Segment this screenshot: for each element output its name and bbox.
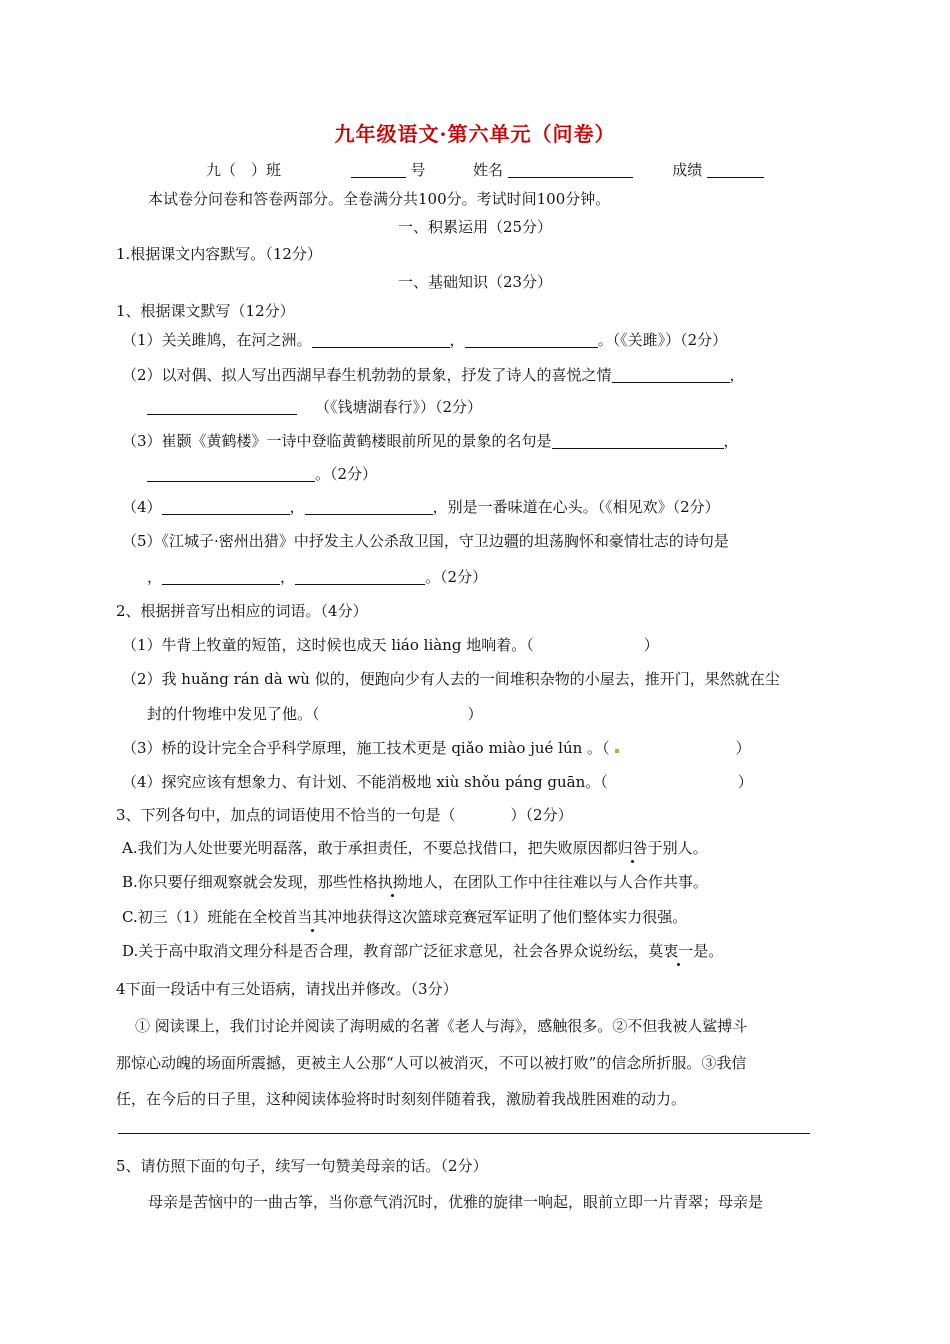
page-title: 九年级语文·第六单元（问卷） <box>334 122 616 146</box>
green-mark <box>615 749 619 753</box>
score-blank[interactable] <box>707 162 764 178</box>
question-3-heading: 3、下列各句中，加点的词语使用不恰当的一句是（ ）（2分） <box>116 806 573 824</box>
dotted-word: 执拗 <box>377 873 408 891</box>
q1-item-2-blank-b[interactable] <box>147 399 297 415</box>
score-label: 成绩 <box>672 161 703 179</box>
q3-option-d: D.关于高中取消文理分科是否合理，教育部广泛征求意见，社会各界众说纷纭，莫衷一是。 <box>122 942 724 960</box>
q1-item-3-cont: 。（2分） <box>147 464 377 484</box>
q1-item-4-blank-b[interactable] <box>305 499 433 515</box>
number-label: 号 <box>410 161 426 179</box>
q1-item-5: （5）《江城子·密州出猎》中抒发主人公杀敌卫国，守卫边疆的坦荡胸怀和豪情壮志的诗句是 <box>122 532 729 550</box>
q4-paragraph-line-3: 任，在今后的日子里，这种阅读体验将时时刻刻伴随着我，激励着我战胜困难的动力。 <box>116 1090 687 1108</box>
dotted-word: 归咎 <box>617 839 648 857</box>
q1-item-1: （1）关关雎鸠，在河之洲。 ， 。（《关雎》）（2分） <box>122 331 728 349</box>
name-label: 姓名 <box>472 161 503 179</box>
q1-item-5-cont: ， ， 。（2分） <box>147 568 488 586</box>
q1-item-3-blank-b[interactable] <box>147 466 315 482</box>
q3-option-a: A.我们为人处世要光明磊落，敢于承担责任，不要总找借口，把失败原因都归咎于别人。 <box>122 839 708 857</box>
q4-answer-line[interactable] <box>118 1133 810 1134</box>
question-2-heading: 2、根据拼音写出相应的词语。（4分） <box>116 602 368 620</box>
q1-item-4-blank-a[interactable] <box>162 499 290 515</box>
q3-option-b: B.你只要仔细观察就会发现，那些性格执拗地人，在团队工作中往往难以与人合作共事。 <box>122 873 708 891</box>
q2-item-3: （3）桥的设计完全合乎科学原理，施工技术更是 qiǎo miào jué lún 。（ ） <box>122 739 751 757</box>
q2-item-2-cont: 封的什物堆中发见了他。（ ） <box>147 705 483 723</box>
question-1b-heading: 1、根据课文默写（12分） <box>116 302 295 320</box>
q2-item-3-answer[interactable] <box>610 738 736 758</box>
q4-paragraph-line-1: ① 阅读课上，我们讨论并阅读了海明威的名著《老人与海》，感触很多。②不但我被人鲨搏斗 <box>135 1017 748 1035</box>
q5-example-line: 母亲是苦恼中的一曲古筝，当你意气消沉时，优雅的旋律一响起，眼前立即一片青翠；母亲是 <box>148 1193 764 1211</box>
q1-item-4: （4） ， ，别是一番味道在心头。（《相见欢》（2分） <box>122 498 720 516</box>
student-info-row <box>206 160 764 180</box>
number-blank[interactable] <box>351 162 406 178</box>
q4-paragraph-line-2: 那惊心动魄的场面所震撼，更被主人公那“人可以被消灭，不可以被打败”的信念所折服。③我信 <box>116 1054 747 1072</box>
q1-item-1-blank-b[interactable] <box>465 332 598 348</box>
exam-intro: 本试卷分问卷和答卷两部分。全卷满分共100分。考试时间100分钟。 <box>148 190 611 208</box>
q2-item-1: （1）牛背上牧童的短笛，这时候也成天 liáo liàng 地响着。（ ） <box>122 636 659 654</box>
name-blank[interactable] <box>508 162 633 178</box>
question-4-heading: 4下面一段话中有三处语病，请找出并修改。（3分） <box>116 980 458 998</box>
q1-item-2-cont: （《钱塘湖春行》）（2分） <box>147 397 482 417</box>
q1-item-3-blank-a[interactable] <box>552 433 724 449</box>
question-5-heading: 5、请仿照下面的句子，续写一句赞美母亲的话。（2分） <box>116 1157 488 1175</box>
q3-option-c: C.初三（1）班能在全校首当其冲地获得这次篮球竞赛冠军证明了他们整体实力很强。 <box>122 908 688 926</box>
class-label: 九（ ）班 <box>206 161 282 179</box>
q2-item-4: （4）探究应该有想象力、有计划、不能消极地 xiù shǒu páng guān。（ ） <box>122 773 753 791</box>
q1-item-1-blank-a[interactable] <box>312 332 450 348</box>
question-1-heading: 1.根据课文内容默写。（12分） <box>116 245 322 263</box>
section-heading-1b: 一、基础知识（23分） <box>397 273 553 291</box>
section-heading-1: 一、积累运用（25分） <box>397 218 553 236</box>
q1-item-3: （3）崔颢《黄鹤楼》一诗中登临黄鹤楼眼前所见的景象的名句是 ， <box>122 432 739 450</box>
q1-item-5-blank-a[interactable] <box>162 569 280 585</box>
dotted-word: 莫衷一是 <box>648 942 709 960</box>
dotted-word: 首当其冲 <box>282 908 343 926</box>
q1-item-5-blank-b[interactable] <box>295 569 425 585</box>
q1-item-2: （2）以对偶、拟人写出西湖早春生机勃勃的景象，抒发了诗人的喜悦之情 ， <box>122 366 745 384</box>
q1-item-2-blank-a[interactable] <box>612 367 730 383</box>
q2-item-2: （2）我 huǎng rán dà wù 似的，便跑向少有人去的一间堆积杂物的小屋去，推开门，果然就在尘 <box>122 670 780 688</box>
